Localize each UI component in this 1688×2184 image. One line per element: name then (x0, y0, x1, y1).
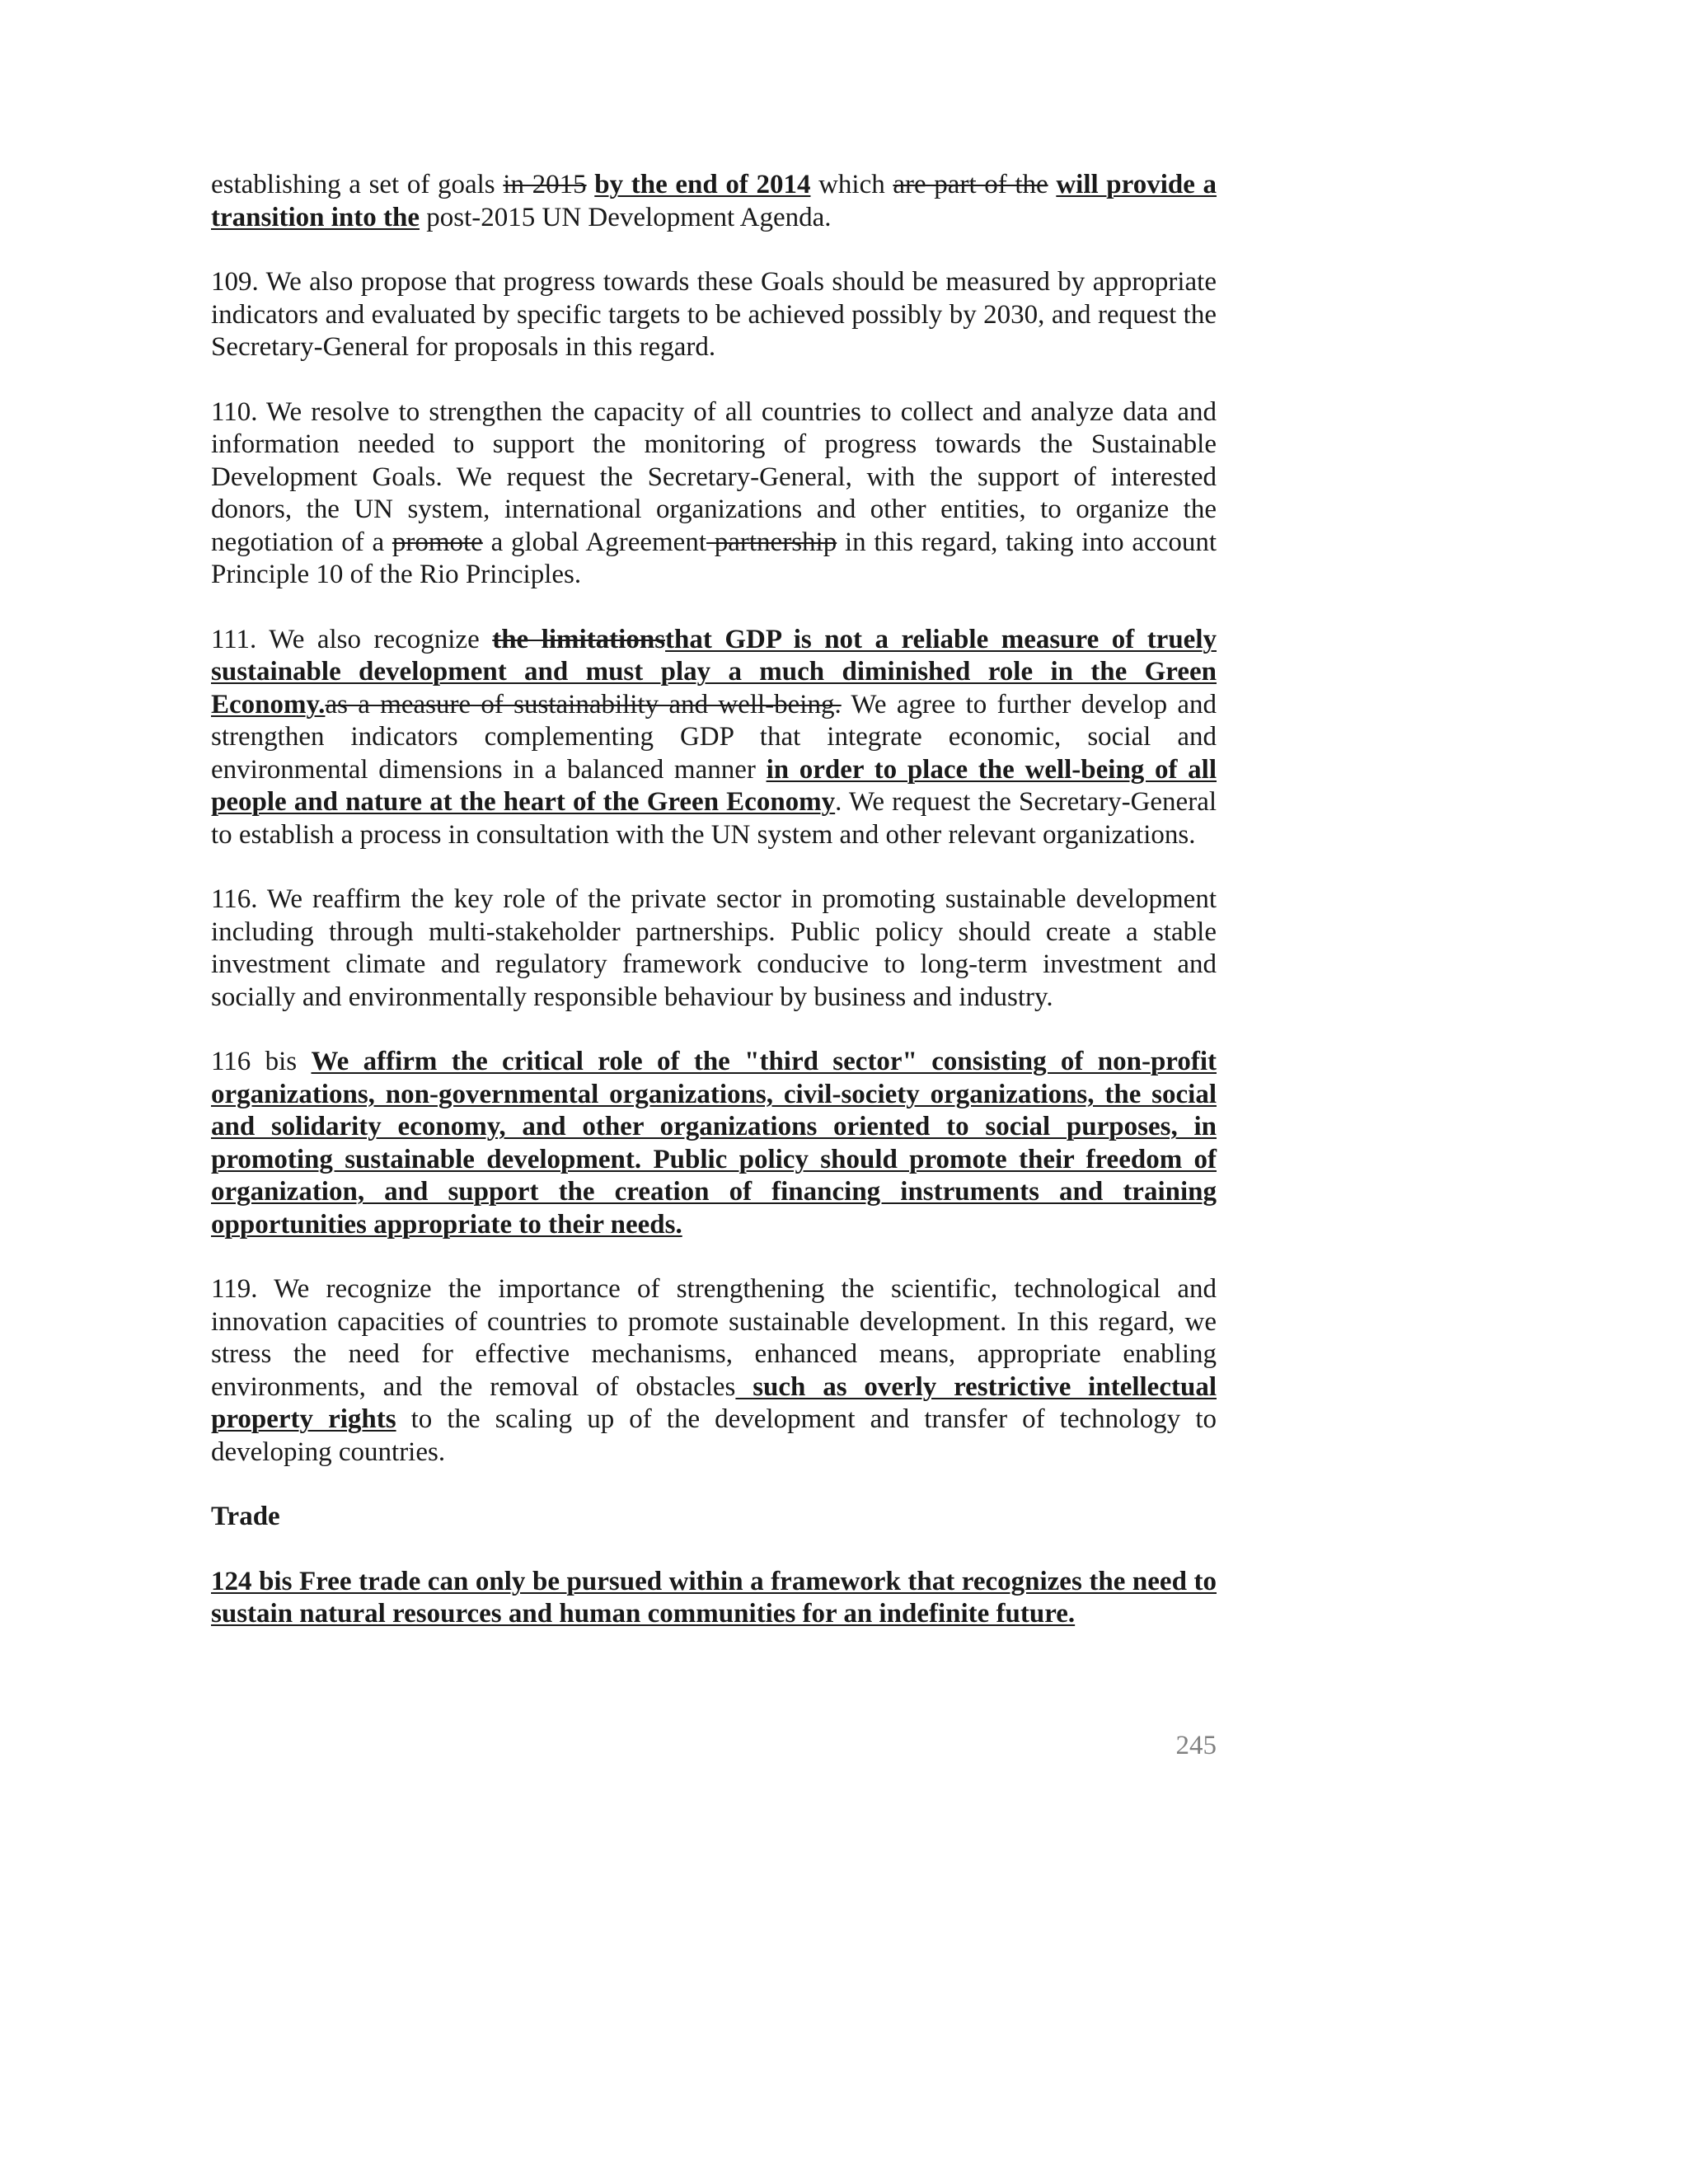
paragraph-116: 116. We reaffirm the key role of the private sector in promoting sustainable development including through multi-stakeholder partnerships. Public policy should create a stable investment climate and regulatory framework conducive to long-term investment and socially and environmentally responsible behaviour by business and industry. (211, 884, 1217, 1012)
section-heading-trade: Trade (211, 1502, 280, 1531)
paragraph-110 (211, 396, 1217, 592)
inserted-text: 124 bis Free trade can only be pursued within a framework that recognizes the need to sustain natural resources and human communities for an indefinite future. (211, 1566, 1217, 1629)
paragraph-116-bis (211, 1046, 1217, 1241)
text-run: post-2015 UN Development Agenda. (420, 202, 832, 232)
text-run: We agree to further develop and strengthen indicators complementing GDP that integrate economic, social and environmental dimensions in a balanced manner (211, 689, 1217, 785)
inserted-text: We affirm the critical role of the "third sector" consisting of non-profit organizations, non-governmental organizations, civil-society organizations, the social and solidarity economy, and other organizations oriented to social purposes, in promoting sustainable development. Public policy should promote their freedom of organization, and support the creation of financing instruments and training opportunities appropriate to their needs. (211, 1047, 1217, 1240)
text-run: a global Agreement (482, 527, 706, 557)
document-page (211, 169, 1217, 1663)
deleted-text: the limitations (492, 624, 666, 654)
page-number: 245 (1175, 1731, 1217, 1760)
text-run: establishing a set of goals (211, 170, 504, 199)
paragraph-124-bis (211, 1566, 1217, 1631)
deleted-text: are part of the (893, 170, 1048, 199)
text-run: 111. We also recognize (211, 624, 493, 654)
text-run: 116 bis (211, 1047, 312, 1076)
inserted-text: that GDP is not a reliable measure of truely sustainable development and must play a much diminished role in the Green Economy. (211, 624, 1217, 719)
paragraph-119 (211, 1273, 1217, 1469)
inserted-text: such as overly restrictive intellectual property rights (211, 1371, 1217, 1434)
paragraph-109: 109. We also propose that progress towards these Goals should be measured by appropriate indicators and evaluated by specific targets to be achieved possibly by 2030, and request the Secretary-General for proposals in this regard. (211, 267, 1217, 362)
paragraph-intro (211, 169, 1217, 234)
deleted-text: in 2015 (503, 170, 587, 199)
text-run: 110. We resolve to strengthen the capacity of all countries to collect and analyze data and information needed to support the monitoring of progress towards the Sustainable Development Goals. We request the Secretary-General, with the support of interested donors, the UN system, international organizations and other entities, to organize the negotiation of a (211, 396, 1217, 557)
text-run: 119. We recognize the importance of strengthening the scientific, technological and innovation capacities of countries to promote sustainable development. In this regard, we stress the need for effective mechanisms, enhanced means, appropriate enabling environments, and the removal of obstacles (211, 1274, 1217, 1402)
text-run: to the scaling up of the development and transfer of technology to developing countries. (211, 1404, 1217, 1467)
inserted-text: in order to place the well-being of all people and nature at the heart of the Green Economy (211, 754, 1217, 817)
paragraph-111 (211, 624, 1217, 852)
deleted-text: promote (392, 527, 483, 557)
text-run: which (810, 170, 893, 199)
text-run: . We request the Secretary-General to establish a process in consultation with the UN system and other relevant organizations. (211, 787, 1217, 850)
deleted-text: partnership (706, 527, 837, 557)
deleted-text: as a measure of sustainability and well-being. (325, 689, 842, 719)
text-run: in this regard, taking into account Principle 10 of the Rio Principles. (211, 527, 1217, 589)
inserted-text: will provide a transition into the (211, 170, 1217, 232)
inserted-text: by the end of 2014 (594, 170, 811, 199)
